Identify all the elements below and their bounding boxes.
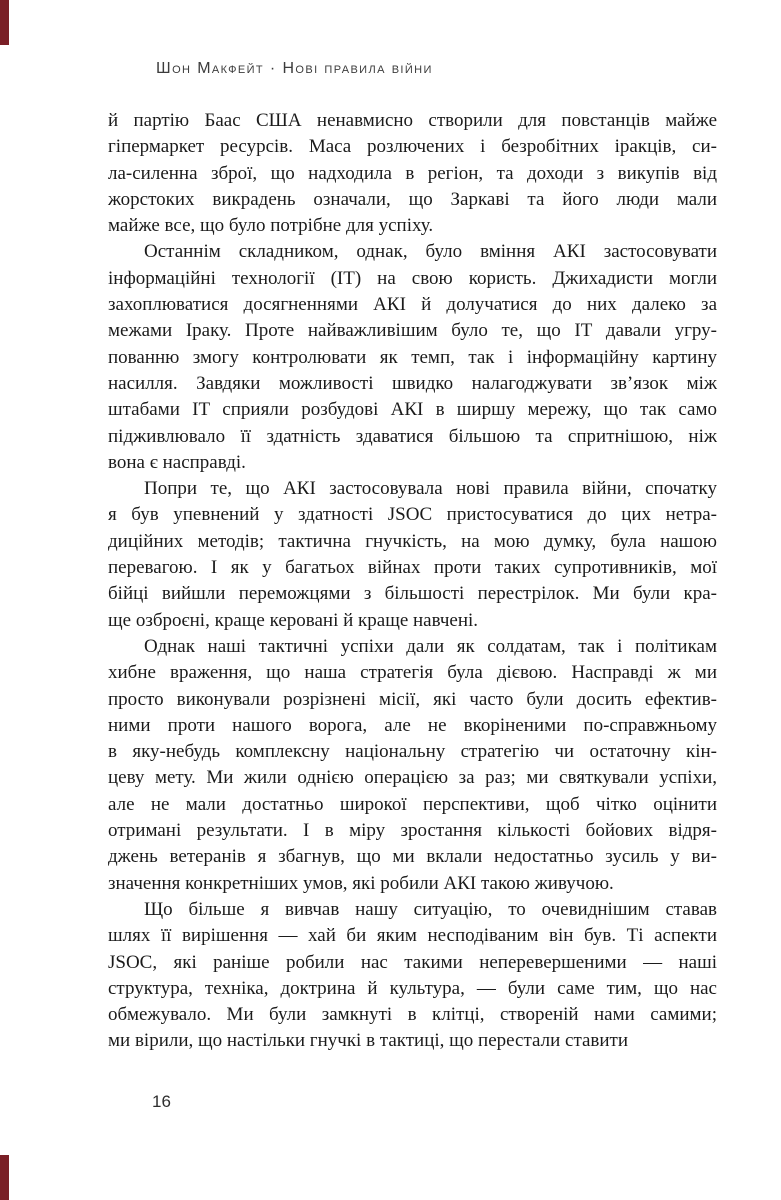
body-text <box>108 108 717 1055</box>
text-line: ними проти нашого ворога, але не вкоріненими по-справжньому <box>108 714 717 736</box>
paragraph <box>108 239 717 476</box>
text-line: пованню змогу контролювати як темп, так і інформаційну картину <box>108 346 717 368</box>
text-line: в яку-небудь комплексну національну стратегію чи остаточну кін- <box>108 741 717 763</box>
text-line: штабами ІТ сприяли розбудові АКІ в ширшу мережу, що так само <box>108 399 717 421</box>
text-line: ми вірили, що настільки гнучкі в тактиці, що перестали ставити <box>108 1030 629 1052</box>
page-number: 16 <box>152 1092 171 1111</box>
text-line: Однак наші тактичні успіхи дали як солдатам, так і політикам <box>144 635 717 657</box>
running-header: Шон Макфейт · Нові правила війни <box>156 60 433 77</box>
text-line: шлях її вирішення — хай би яким несподіваним він був. Ті аспекти <box>108 925 717 947</box>
page-corner-mark-top <box>0 0 9 45</box>
text-line: підживлювало її здатність здаватися більшою та спритнішою, ніж <box>108 425 717 447</box>
text-line: ла-силенна зброї, що надходила в регіон, та доходи з викупів від <box>108 162 717 184</box>
text-line: хибне враження, що наша стратегія була дієвою. Насправді ж ми <box>108 662 717 684</box>
paragraph <box>108 476 717 634</box>
text-line: Останнім складником, однак, було вміння АКІ застосовувати <box>144 241 717 263</box>
text-line: вона є насправді. <box>108 451 246 473</box>
text-line: насилля. Завдяки можливості швидко налагоджувати зв’язок між <box>108 372 717 394</box>
text-line: цеву мету. Ми жили однією операцією за раз; ми святкували успіхи, <box>108 767 717 789</box>
text-line: Що більше я вивчав нашу ситуацію, то очевиднішим ставав <box>144 898 717 920</box>
text-line: захоплюватися досягненнями АКІ й долучатися до них далеко за <box>108 294 717 316</box>
text-line: обмежувало. Ми були замкнуті в клітці, створеній нами самими; <box>108 1004 717 1026</box>
text-line: JSOC, які раніше робили нас такими неперевершеними — наші <box>108 951 717 973</box>
text-line: диційних методів; тактична гнучкість, на мою думку, була нашою <box>108 530 717 552</box>
text-line: інформаційні технології (ІТ) на свою користь. Джихадисти могли <box>108 267 717 289</box>
paragraph <box>108 634 717 897</box>
text-line: Попри те, що АКІ застосовувала нові правила війни, спочатку <box>144 478 717 500</box>
text-line: ще озброєні, краще керовані й краще навчені. <box>108 609 479 631</box>
text-line: майже все, що було потрібне для успіху. <box>108 215 434 237</box>
text-line: просто виконували розрізнені місії, які часто були досить ефектив- <box>108 688 717 710</box>
text-line: межами Іраку. Проте найважливішим було те, що ІТ давали угру- <box>108 320 717 342</box>
text-line: бійці вийшли переможцями з більшості перестрілок. Ми були кра- <box>108 583 717 605</box>
text-line: але не мали достатньо широкої перспективи, щоб чітко оцінити <box>108 793 717 815</box>
text-line: жорстоких викрадень означали, що Заркаві та його люди мали <box>108 188 717 210</box>
text-line: отримані результати. І в міру зростання кількості бойових відря- <box>108 820 717 842</box>
text-line: я був упевнений у здатності JSOC пристосуватися до цих нетра- <box>108 504 717 526</box>
text-line: гіпермаркет ресурсів. Маса розлючених і безробітних іракців, си- <box>108 136 717 158</box>
text-line: перевагою. І як у багатьох війнах проти таких супротивників, мої <box>108 557 717 579</box>
page-corner-mark-bottom <box>0 1155 9 1200</box>
paragraph <box>108 897 717 1055</box>
text-line: значення конкретніших умов, які робили АКІ такою живучою. <box>108 872 614 894</box>
text-line: структура, техніка, доктрина й культура, — були саме тим, що нас <box>108 977 717 999</box>
text-line: джень ветеранів я збагнув, що ми вклали недостатньо зусиль у ви- <box>108 846 717 868</box>
paragraph <box>108 108 717 239</box>
text-line: й партію Баас США ненавмисно створили для повстанців майже <box>108 110 717 131</box>
